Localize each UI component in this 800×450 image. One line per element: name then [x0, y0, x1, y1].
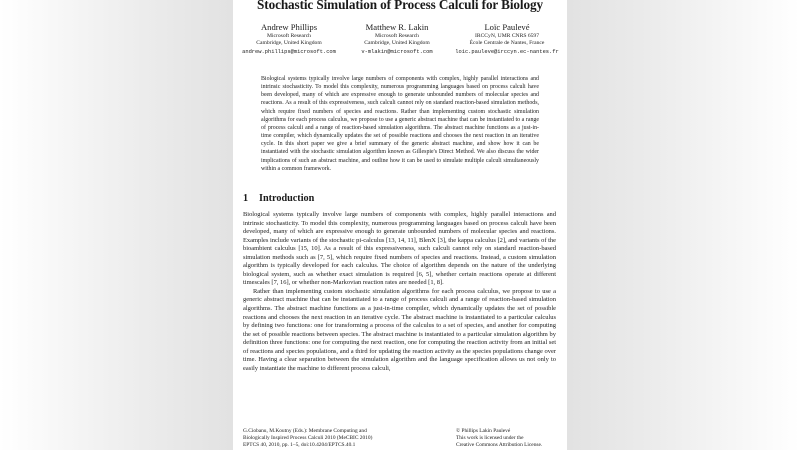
author-1 — [241, 22, 337, 56]
footer-citation — [243, 428, 372, 449]
author-affiliation: École Centrale de Nantes, France — [469, 40, 545, 47]
author-block — [233, 22, 567, 62]
author-2 — [349, 22, 445, 56]
author-affiliation: Microsoft Research — [267, 33, 311, 39]
body-paragraph: Rather than implementing custom stochastic simulation algorithms for each process calculus, we propose to use a generic abstract machine that can be instantiated to a range of process calculi and a range of reaction-based simulation algorithms. The abstract machine functions as a just-in-time compiler, which dynamically updates the set of possible reactions and chooses the next reaction in an iterative cycle. The abstract machine is instantiated to a particular calculus by defining two functions: one for transforming a process of the calculus to a set of species, and another for computing the set of possible reactions between species. The abstract machine is instantiated to a particular simulation algorithm by definition three functions: one for computing the next reaction, one for computing the reaction activity from an initial set of reactions and species populations, and a third for updating the reaction activity as the species populations change over time. Having a clear separation between the simulation algorithm and the language specification allows us not only to easily instantiate the machine to different process calculi, — [243, 287, 556, 372]
footer-line: © Phillips Lakin Paulevé — [456, 428, 511, 434]
author-affiliation: Microsoft Research — [375, 33, 419, 39]
section-title: Introduction — [259, 193, 315, 204]
author-name: Loïc Paulevé — [484, 22, 530, 32]
page-footer — [243, 428, 556, 450]
footer-line[interactable]: Creative Commons Attribution License. — [456, 442, 543, 449]
footer-line: G.Ciobanu, M.Koutny (Eds.): Membrane Computing and — [243, 428, 367, 434]
footer-license — [456, 428, 542, 449]
paper-page — [233, 0, 567, 450]
abstract-text: Biological systems typically involve large numbers of components with complex, highly parallel interactions and intrinsic stochasticity. To model this complexity, numerous programming languages based on process calculi have been developed, many of which are expressive enough to generate unbounded numbers of molecular species and reactions. As a result of this expressiveness, such calculi cannot rely on standard reaction-based simulation methods, which require fixed numbers of species and reactions. Rather than implementing custom stochastic simulation algorithms for each process calculus, we propose to use a generic abstract machine that can be instantiated to a range of process calculi and a range of reaction-based simulation algorithms. The abstract machine functions as a just-in-time compiler, which dynamically updates the set of possible reactions and chooses the next reaction in an iterative cycle. In this short paper we give a brief summary of the generic abstract machine, and show how it can be instantiated with the stochastic simulation algorithm known as Gillespie's Direct Method. We also discuss the wider implications of such an abstract machine, and outline how it can be used to simulate multiple calculi simultaneously within a common framework. — [261, 76, 539, 172]
paper-title: Stochastic Simulation of Process Calculi for Biology — [257, 0, 543, 12]
footer-line: EPTCS 40, 2010, pp. 1–5, doi:10.4204/EPTCS.40.1 — [243, 442, 356, 449]
abstract — [261, 75, 539, 173]
section-number: 1 — [243, 193, 249, 204]
author-affiliation: Cambridge, United Kingdom — [256, 40, 322, 47]
footer-line: Biologically Inspired Process Calculi 2010 (MeCBIC 2010) — [243, 435, 373, 442]
author-name: Matthew R. Lakin — [365, 22, 429, 32]
author-affiliation: IRCCyN, UMR CNRS 6597 — [474, 33, 540, 39]
author-email[interactable]: v-mlakin@microsoft.com — [361, 48, 433, 55]
body-paragraph: Biological systems typically involve large numbers of components with complex, highly parallel interactions and intrinsic stochasticity. To model this complexity, numerous programming languages based on process calculi have been developed, many of which are expressive enough to generate unbounded numbers of molecular species and reactions. Examples include variants of the stochastic pi-calculus [13, 14, 11], BlenX [3], the kappa calculus [2], and variants of the bioambient calculus [15, 10]. As a result of this expressiveness, such calculi cannot rely on standard reaction-based simulation methods such as [7, 5], which require fixed numbers of species and reactions. Instead, a custom simulation algorithm is typically developed for each calculus. The choice of algorithm depends on the nature of the underlying biological system, such as whether exact simulation is required [6, 5], whether certain reactions operate at different timescales [7, 16], or whether non-Markovian reaction rates are needed [1, 8]. — [243, 211, 556, 287]
author-affiliation: Cambridge, United Kingdom — [364, 40, 430, 47]
author-name: Andrew Phillips — [260, 22, 318, 32]
section-body — [243, 211, 556, 373]
section-heading — [243, 193, 314, 204]
author-email[interactable]: loic.pauleve@irccyn.ec-nantes.fr — [455, 48, 559, 55]
author-email[interactable]: andrew.phillips@microsoft.com — [242, 48, 336, 55]
author-3 — [449, 22, 565, 56]
footer-line: This work is licensed under the — [456, 435, 524, 442]
